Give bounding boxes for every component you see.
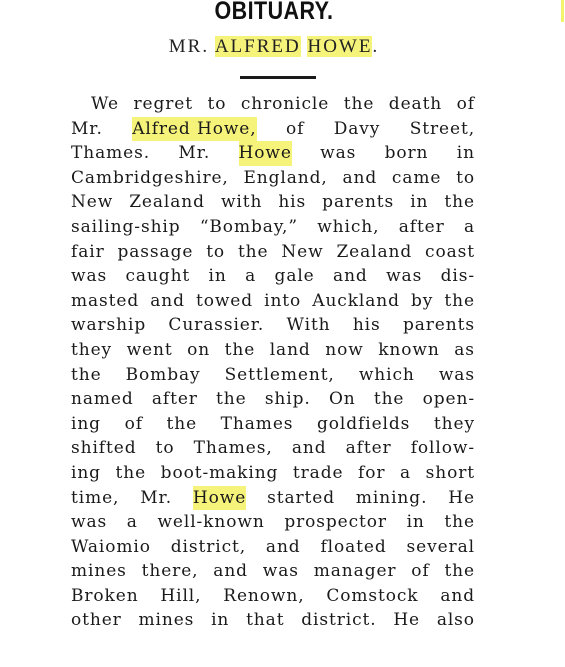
body-word: prospector bbox=[284, 512, 387, 533]
body-word: Waiomio bbox=[71, 536, 151, 557]
body-word: they bbox=[71, 339, 113, 360]
body-word: the bbox=[224, 339, 256, 360]
body-word: in bbox=[456, 143, 475, 164]
body-word: started bbox=[267, 487, 335, 508]
body-line bbox=[71, 363, 475, 388]
body-line bbox=[71, 166, 475, 191]
body-line bbox=[71, 141, 475, 166]
body-word: ing bbox=[71, 413, 101, 434]
body-line bbox=[71, 436, 475, 461]
body-word: ship. bbox=[264, 389, 311, 410]
body-word: in bbox=[208, 266, 227, 287]
body-word: Thames. bbox=[71, 143, 151, 164]
body-word: was bbox=[320, 143, 357, 164]
subhead-prefix: MR. bbox=[168, 36, 210, 57]
body-word: after bbox=[151, 389, 198, 410]
body-word: the bbox=[444, 290, 475, 311]
body-word: was bbox=[386, 266, 423, 287]
body-word: goldfields bbox=[317, 413, 411, 434]
body-word: other bbox=[71, 610, 122, 631]
body-word: Hill, bbox=[160, 585, 202, 606]
body-word: by bbox=[411, 290, 434, 311]
body-word: New bbox=[71, 192, 114, 213]
body-word: well-known bbox=[157, 512, 265, 533]
body-word: He bbox=[393, 610, 421, 631]
body-word: after bbox=[345, 438, 392, 459]
body-word: the bbox=[71, 364, 102, 385]
body-word: in bbox=[406, 512, 425, 533]
body-word: Settlement, bbox=[224, 364, 335, 385]
article-body bbox=[71, 92, 475, 633]
body-word: Thames, bbox=[193, 438, 273, 459]
body-line bbox=[71, 264, 475, 289]
body-word: that bbox=[246, 610, 285, 631]
body-word: Zealand bbox=[129, 192, 205, 213]
body-line bbox=[71, 412, 475, 437]
body-word: “Bombay,” bbox=[199, 216, 298, 237]
body-word: into bbox=[264, 290, 302, 311]
body-word: open- bbox=[422, 389, 475, 410]
body-word: a bbox=[463, 216, 475, 237]
body-word: as bbox=[454, 339, 475, 360]
body-word: With bbox=[286, 315, 331, 336]
body-word: now bbox=[325, 339, 364, 360]
body-word: death bbox=[388, 94, 443, 114]
body-word: on bbox=[187, 339, 211, 360]
body-word: a bbox=[245, 266, 257, 287]
body-word: the bbox=[216, 389, 247, 410]
body-word: the bbox=[373, 389, 405, 410]
body-word: Broken bbox=[71, 585, 139, 606]
body-word: to bbox=[206, 241, 226, 262]
body-word: and bbox=[213, 561, 248, 582]
body-word: We bbox=[91, 94, 119, 114]
body-word: of bbox=[124, 413, 143, 434]
body-word: the bbox=[343, 94, 375, 114]
body-word: Zealand bbox=[336, 241, 413, 262]
body-word: fair bbox=[71, 241, 105, 262]
body-word: caught bbox=[125, 266, 191, 287]
body-word: was bbox=[71, 266, 108, 287]
highlighted-word: Howe bbox=[193, 486, 246, 511]
body-word: time, bbox=[71, 487, 120, 508]
body-word: and bbox=[291, 438, 327, 459]
body-line bbox=[71, 461, 475, 486]
body-word: regret bbox=[133, 94, 193, 114]
body-word: the bbox=[166, 413, 198, 434]
body-line bbox=[71, 313, 475, 338]
body-word: the bbox=[444, 512, 475, 533]
body-word: and bbox=[333, 266, 368, 287]
body-word: manager bbox=[313, 561, 397, 582]
body-word: the bbox=[237, 241, 269, 262]
body-word: with bbox=[220, 192, 263, 213]
body-word: Comstock bbox=[326, 585, 419, 606]
body-word: Mr. bbox=[140, 487, 173, 508]
body-word: dis- bbox=[440, 266, 475, 287]
body-line bbox=[71, 559, 475, 584]
body-word: and bbox=[440, 585, 475, 606]
body-word: warship bbox=[71, 315, 147, 336]
body-word: New bbox=[281, 241, 324, 262]
body-line bbox=[71, 510, 475, 535]
body-word: known bbox=[378, 339, 440, 360]
body-word: also bbox=[436, 610, 475, 631]
body-word: named bbox=[71, 389, 134, 410]
body-word: the bbox=[444, 561, 475, 582]
body-line bbox=[71, 240, 475, 265]
body-line bbox=[71, 190, 475, 215]
body-word: and bbox=[150, 290, 185, 311]
edge-highlight-mark bbox=[561, 0, 564, 22]
body-word: short bbox=[425, 462, 475, 483]
body-word: the bbox=[444, 192, 475, 213]
body-word: passage bbox=[117, 241, 194, 262]
body-word: district. bbox=[301, 610, 377, 631]
body-word: mining. bbox=[355, 487, 428, 508]
body-word: of bbox=[411, 561, 430, 582]
body-word: they bbox=[433, 413, 475, 434]
body-word: a bbox=[126, 512, 138, 533]
body-word: of bbox=[285, 118, 305, 139]
body-word: and bbox=[265, 536, 301, 557]
body-line bbox=[71, 215, 475, 240]
body-line bbox=[71, 338, 475, 363]
body-word: after bbox=[398, 216, 445, 237]
body-word: towed bbox=[195, 290, 254, 311]
body-word: floated bbox=[320, 536, 387, 557]
body-word: parents bbox=[402, 315, 475, 336]
body-word: On bbox=[328, 389, 356, 410]
body-word: England, bbox=[243, 167, 328, 188]
headline-rule bbox=[240, 76, 316, 79]
body-word: Cambridgeshire, bbox=[71, 167, 229, 188]
body-word: district, bbox=[170, 536, 247, 557]
body-word: trade bbox=[292, 462, 344, 483]
body-word: to bbox=[456, 167, 475, 188]
body-word: the bbox=[115, 462, 147, 483]
body-word: in bbox=[410, 192, 429, 213]
body-word: Mr. bbox=[71, 118, 103, 139]
body-word: his bbox=[352, 315, 381, 336]
body-word: for bbox=[358, 462, 386, 483]
body-word: Mr. bbox=[178, 143, 211, 164]
body-word: to bbox=[155, 438, 175, 459]
body-word: was bbox=[71, 512, 108, 533]
body-word: was bbox=[438, 364, 475, 385]
body-word: sailing-ship bbox=[71, 216, 181, 237]
body-word: mines bbox=[138, 610, 195, 631]
subhead-last-name: HOWE bbox=[307, 36, 373, 57]
body-word: parents bbox=[322, 192, 395, 213]
article-subhead bbox=[0, 36, 548, 58]
body-word: gale bbox=[274, 266, 315, 287]
body-word: which bbox=[358, 364, 415, 385]
body-line bbox=[71, 387, 475, 412]
body-line bbox=[71, 117, 475, 142]
body-word: in bbox=[211, 610, 230, 631]
body-word: mines bbox=[71, 561, 127, 582]
body-line bbox=[71, 486, 475, 511]
body-word: went bbox=[126, 339, 173, 360]
body-word: Renown, bbox=[223, 585, 305, 606]
body-line bbox=[71, 608, 475, 633]
body-word: was bbox=[262, 561, 299, 582]
body-word: there, bbox=[141, 561, 199, 582]
body-word: masted bbox=[71, 290, 140, 311]
body-word: and bbox=[342, 167, 378, 188]
body-word: Auckland bbox=[312, 290, 400, 311]
body-line bbox=[71, 535, 475, 560]
body-word: He bbox=[448, 487, 475, 508]
body-word: Bombay bbox=[125, 364, 201, 385]
body-word: born bbox=[384, 143, 429, 164]
subhead-first-name: ALFRED bbox=[214, 36, 301, 57]
body-word: shifted bbox=[71, 438, 137, 459]
body-word: came bbox=[391, 167, 442, 188]
body-word: Street, bbox=[409, 118, 475, 139]
body-word: coast bbox=[425, 241, 475, 262]
body-word: Curassier. bbox=[168, 315, 265, 336]
body-word: land bbox=[269, 339, 311, 360]
article-headline: OBITUARY. bbox=[214, 0, 334, 25]
body-line bbox=[71, 92, 475, 117]
highlighted-word: Alfred Howe, bbox=[132, 117, 256, 142]
body-line bbox=[71, 289, 475, 314]
body-word: boot-making bbox=[160, 462, 279, 483]
body-word: a bbox=[399, 462, 412, 483]
body-word: Thames bbox=[220, 413, 294, 434]
subhead-suffix: . bbox=[372, 36, 380, 57]
body-word: chronicle bbox=[240, 94, 330, 114]
body-word: Davy bbox=[333, 118, 381, 139]
highlighted-word: Howe bbox=[239, 141, 292, 166]
body-word: his bbox=[278, 192, 307, 213]
body-word: of bbox=[456, 94, 475, 114]
body-line bbox=[71, 584, 475, 609]
body-word: ing bbox=[71, 462, 101, 483]
body-word: which, bbox=[317, 216, 380, 237]
body-word: several bbox=[406, 536, 475, 557]
body-word: to bbox=[207, 94, 227, 114]
body-word: follow- bbox=[410, 438, 475, 459]
